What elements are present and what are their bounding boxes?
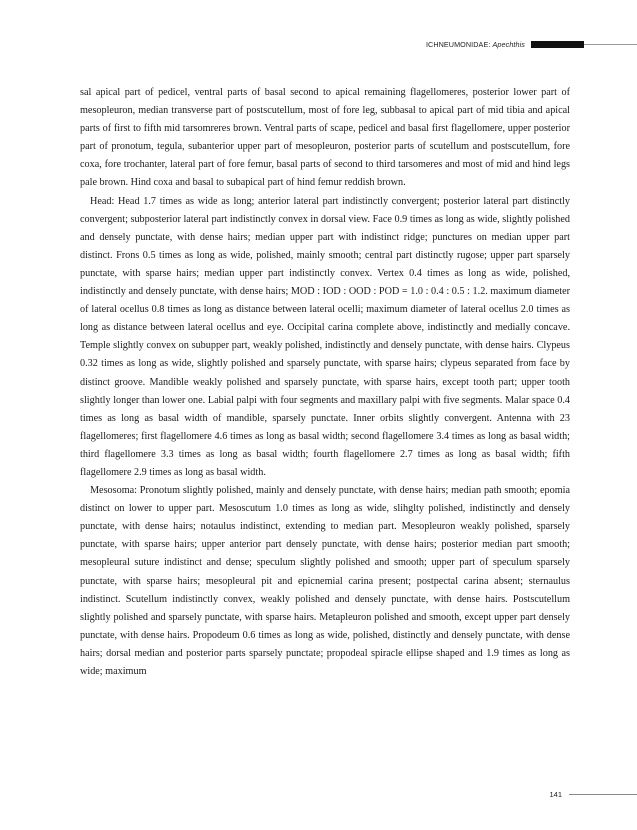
page-number: 141	[549, 789, 562, 799]
running-title-family: ICHNEUMONIDAE:	[425, 39, 493, 49]
paragraph-mesosoma: Mesosoma: Pronotum slightly polished, mainly and densely punctate, with dense hairs; median path smooth; epomia distinct on lower to upper part. Mesoscutum 1.0 times as long as wide, slihglty polished, indistinctly and densely punctate, with dense hairs; notaulus indistinct, extending to median part. Mesopleuron weakly polished, sparsely punctate, with sparse hairs; upper anterior part densely punctate, with dense hairs; posterior median part smooth; mesopleural suture indistinct and dense; speculum slightly polished and smooth; upper part of speculum sparsely punctate, with sparse hairs; mesopleural pit and epicnemial carina present; postpectal carina absent; sternaulus indistinct. Scutellum indistinctly convex, weakly polished and densely punctate, with dense hairs. Postscutellum slightly polished and sparsely punctate, with sparse hairs. Metapleuron polished and smooth, except upper part densely punctate, with dense hairs. Propodeum 0.6 times as long as wide, polished, distinctly and densely punctate, with dense hairs; dorsal median and posterior parts sparsely punctate; propodeal spiracle ellipse shaped and 1.9 times as long as wide; maximum	[80, 485, 570, 677]
page-footer	[549, 788, 637, 800]
running-title-genus: Apechthis	[492, 39, 525, 49]
header-black-bar	[531, 41, 584, 48]
paragraph-head: Head: Head 1.7 times as wide as long; anterior lateral part indistinctly convergent; posterior lateral part distinctly convergent; subposterior lateral part indistinctly convex in dorsal view. Face 0.9 times as long as wide, slightly polished and densely punctate, with dense hairs; median upper part with indistinct ridge; punctures on median upper part distinct. Frons 0.5 times as long as wide, polished, mainly smooth; central part distinctly rugose; upper part sparsely punctate, with sparse hairs; median upper part indistinctly convex. Vertex 0.4 times as long as wide, polished, indistinctly and densely punctate, with dense hairs; MOD : IOD : OOD : POD = 1.0 : 0.4 : 0.5 : 1.2. maximum diameter of lateral ocellus 0.8 times as long as distance between lateral ocelli; maximum diameter of lateral ocellus 2.0 times as long as distance between lateral ocellus and eye. Occipital carina complete above, indistinctly and medially concave. Temple slightly convex on subupper part, weakly polished, indistinctly and densely punctate, with dense hairs. Clypeus 0.32 times as long as wide, slightly polished and sparsely punctate, with sparse hairs; clypeus separated from face by distinct groove. Mandible weakly polished and sparsely punctate, with sparse hairs, except tooth part; upper tooth slightly longer than lower one. Labial palpi with four segments and maxillary palpi with five segments. Malar space 0.4 times as long as basal width of mandible, sparsely punctate. Inner orbits slightly convergent. Antenna with 23 flagellomeres; first flagellomere 4.6 times as long as basal width; second flagellomere 3.4 times as long as basal width; third flagellomere 3.3 times as long as basal width; fourth flagellomere 2.7 times as long as basal width; fifth flagellomere 2.9 times as long as basal width.	[80, 195, 570, 478]
header-gray-rule	[584, 44, 637, 45]
footer-rule	[569, 794, 637, 795]
paragraph-coloration-continued: sal apical part of pedicel, ventral parts of basal second to apical remaining flagellomeres, posterior lower part of mesopleuron, median transverse part of postscutellum, most of fore leg, subbasal to apical part of mid tibia and apical parts of first to fifth mid tarsomreres brown. Ventral parts of scape, pedicel and basal first flagellomere, upper posterior part of pronotum, tegula, subanterior upper part of mesopleuron, posterior parts of scutellum and postscutellum, fore coxa, fore trochanter, lateral part of fore femur, basal parts of second to third tarsomeres and most of mid and hind legs pale brown. Hind coxa and basal to subapical part of hind femur reddish brown.	[80, 87, 570, 189]
running-title	[426, 40, 525, 49]
body-text	[80, 84, 570, 681]
running-head	[426, 38, 637, 50]
